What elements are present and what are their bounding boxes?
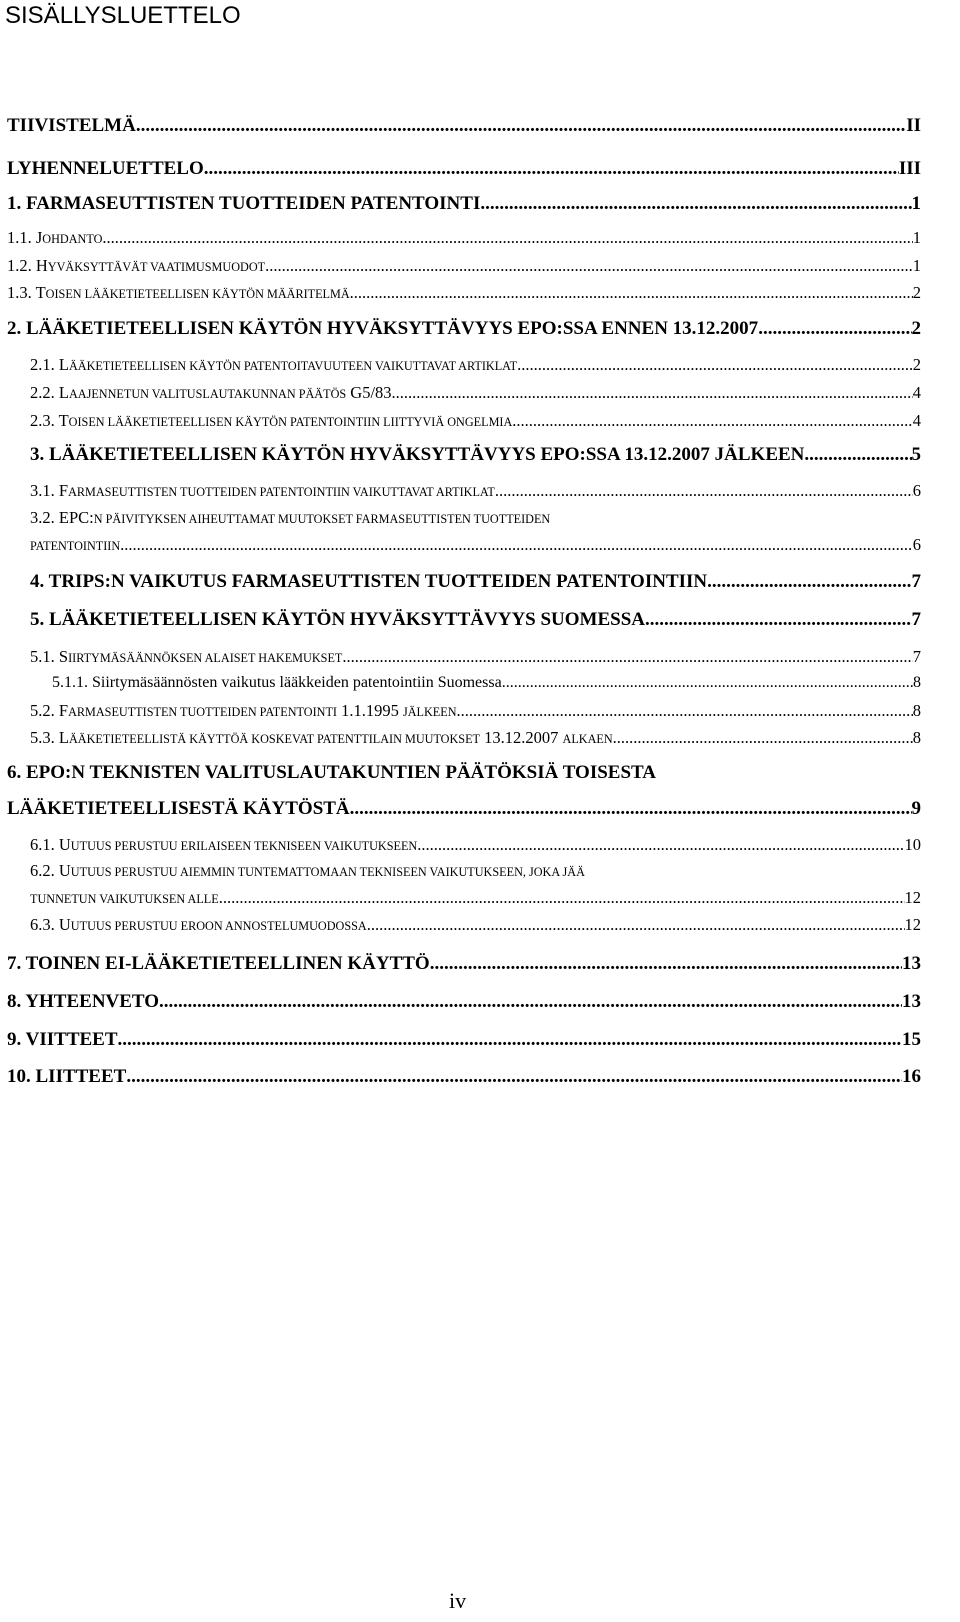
toc-entry-text: 1.3. T bbox=[7, 283, 46, 302]
toc-leader-dots bbox=[495, 481, 913, 501]
toc-entry-s5-1-1[interactable] bbox=[52, 674, 921, 692]
toc-entry-label bbox=[7, 158, 204, 180]
toc-entry-text: 6. EPO:N TEKNISTEN VALITUSLAUTAKUNTIEN PÄÄTÖKSIÄ TOISESTA bbox=[7, 762, 657, 783]
toc-leader-dots bbox=[502, 674, 913, 692]
toc-entry-label bbox=[30, 888, 219, 908]
toc-leader-dots bbox=[136, 115, 906, 137]
toc-entry-text: ARMASEUTTISTEN TUOTTEIDEN PATENTOINTIIN VAIKUTTAVAT ARTIKLAT bbox=[68, 485, 495, 499]
toc-entry-label bbox=[7, 798, 350, 820]
toc-entry-s1-1[interactable] bbox=[7, 228, 921, 248]
toc-page-number: 9 bbox=[911, 798, 921, 819]
toc-leader-dots bbox=[457, 701, 913, 721]
toc-entry-lyhenneluettelo[interactable] bbox=[7, 158, 921, 180]
toc-page-number: 8 bbox=[912, 701, 921, 720]
toc-entry-label bbox=[30, 728, 613, 748]
toc-entry-label bbox=[7, 256, 265, 276]
toc-entry-text: 5.1.1. Siirtymäsäännösten vaikutus lääkkeiden patentointiin Suomessa bbox=[52, 674, 502, 691]
toc-entry-s7[interactable] bbox=[7, 953, 921, 975]
toc-entry-text: 13.12.2007 bbox=[480, 728, 563, 747]
toc-entry-text: UTUUS PERUSTUU EROON ANNOSTELUMUODOSSA bbox=[70, 919, 367, 933]
toc-entry-s1-2[interactable] bbox=[7, 256, 921, 276]
toc-entry-text: 1. FARMASEUTTISTEN TUOTTEIDEN PATENTOINTI bbox=[7, 193, 481, 214]
toc-leader-dots bbox=[430, 953, 902, 975]
toc-entry-label bbox=[7, 318, 758, 340]
toc-entry-s5-1[interactable] bbox=[30, 647, 921, 667]
toc-entry-text: 5. LÄÄKETIETEELLISEN KÄYTÖN HYVÄKSYTTÄVYYS SUOMESSA bbox=[30, 609, 646, 630]
toc-entry-s1-3[interactable] bbox=[7, 283, 921, 303]
toc-entry-s4[interactable] bbox=[30, 571, 921, 593]
toc-entry-label bbox=[7, 953, 430, 975]
toc-page-number: 1 bbox=[912, 228, 921, 247]
toc-leader-dots bbox=[265, 256, 913, 276]
toc-entry-label bbox=[7, 991, 159, 1013]
toc-leader-dots bbox=[367, 915, 905, 935]
toc-entry-label bbox=[7, 193, 480, 215]
toc-entry-text: JÄLKEEN bbox=[402, 705, 457, 719]
toc-entry-label bbox=[7, 283, 350, 303]
toc-entry-text: 6.1. U bbox=[30, 835, 71, 854]
toc-entry-s8[interactable] bbox=[7, 991, 921, 1013]
toc-entry-text: 5.2. F bbox=[30, 701, 69, 720]
toc-leader-dots bbox=[102, 228, 912, 248]
toc-entry-s5[interactable] bbox=[30, 609, 921, 631]
toc-entry-text: OISEN LÄÄKETIETEELLISEN KÄYTÖN PATENTOINTIIN LIITTYVIÄ ONGELMIA bbox=[68, 415, 513, 429]
toc-page-number: III bbox=[898, 158, 921, 179]
toc-entry-s10[interactable] bbox=[7, 1066, 921, 1088]
toc-page-number: 2 bbox=[911, 318, 921, 339]
toc-page-number: 1 bbox=[911, 193, 921, 214]
toc-page-number: 16 bbox=[902, 1066, 921, 1087]
toc-entry-text: LÄÄKETIETEELLISESTÄ KÄYTÖSTÄ bbox=[7, 798, 350, 819]
toc-leader-dots bbox=[804, 444, 911, 466]
toc-page-number: 7 bbox=[911, 571, 921, 592]
toc-leader-dots bbox=[480, 193, 911, 215]
toc-entry-text: 3. LÄÄKETIETEELLISEN KÄYTÖN HYVÄKSYTTÄVYYS EPO:SSA 13.12.2007 JÄLKEEN bbox=[30, 444, 805, 465]
toc-entry-s9[interactable] bbox=[7, 1029, 921, 1051]
toc-entry-s6[interactable] bbox=[7, 798, 921, 820]
toc-entry-text: 1.1.1995 bbox=[336, 701, 403, 720]
toc-entry-label bbox=[7, 115, 136, 137]
toc-leader-dots bbox=[120, 535, 913, 555]
toc-entry-s5-3[interactable] bbox=[30, 728, 921, 748]
toc-leader-dots bbox=[118, 1029, 902, 1051]
toc-entry-text: IIRTYMÄSÄÄNNÖKSEN ALAISET HAKEMUKSET bbox=[68, 651, 343, 665]
toc-entry-text: OHDANTO bbox=[42, 232, 103, 246]
toc-page-number: 6 bbox=[912, 481, 921, 500]
toc-leader-dots bbox=[350, 283, 913, 303]
toc-page-number: 1 bbox=[912, 256, 921, 275]
toc-page-number: 13 bbox=[902, 991, 921, 1012]
toc-entry-text: TIIVISTELMÄ bbox=[7, 115, 136, 136]
toc-page-number: 7 bbox=[912, 647, 921, 666]
toc-entry-continuation bbox=[30, 508, 550, 528]
toc-entry-s2-3[interactable] bbox=[30, 411, 921, 431]
toc-page-number: 10 bbox=[904, 835, 921, 854]
toc-entry-label bbox=[30, 835, 417, 855]
toc-entry-text: 7. TOINEN EI-LÄÄKETIETEELLINEN KÄYTTÖ bbox=[7, 953, 430, 974]
toc-entry-text: TUNNETUN VAIKUTUKSEN ALLE bbox=[30, 892, 219, 906]
toc-entry-text: 1.1. J bbox=[7, 228, 43, 247]
toc-leader-dots bbox=[707, 571, 911, 593]
toc-entry-continuation bbox=[7, 762, 656, 784]
toc-entry-label bbox=[7, 1029, 118, 1051]
toc-leader-dots bbox=[645, 609, 911, 631]
toc-entry-s1[interactable] bbox=[7, 193, 921, 215]
toc-entry-text: 6.3. U bbox=[30, 915, 71, 934]
toc-entry-label bbox=[30, 701, 457, 721]
toc-entry-text: 5.3. L bbox=[30, 728, 69, 747]
toc-entry-s5-2[interactable] bbox=[30, 701, 921, 721]
toc-entry-s2-1[interactable] bbox=[30, 355, 921, 375]
toc-leader-dots bbox=[219, 888, 905, 908]
toc-leader-dots bbox=[613, 728, 913, 748]
toc-entry-s6-2[interactable] bbox=[30, 888, 921, 908]
toc-entry-text: N PÄIVITYKSEN AIHEUTTAMAT MUUTOKSET FARMASEUTTISTEN TUOTTEIDEN bbox=[93, 512, 551, 526]
toc-entry-text: 2.3. T bbox=[30, 411, 69, 430]
toc-entry-text: YVÄKSYTTÄVÄT VAATIMUSMUODOT bbox=[47, 260, 266, 274]
toc-entry-s6-1[interactable] bbox=[30, 835, 921, 855]
toc-page-number: 4 bbox=[912, 411, 921, 430]
toc-entry-text: 1.2. H bbox=[7, 256, 48, 275]
toc-entry-text: LYHENNELUETTELO bbox=[7, 158, 204, 179]
toc-entry-s3[interactable] bbox=[30, 444, 921, 466]
toc-entry-text: UTUUS PERUSTUU ERILAISEEN TEKNISEEN VAIKUTUKSEEN bbox=[70, 839, 418, 853]
toc-entry-text: 9. VIITTEET bbox=[7, 1029, 118, 1050]
toc-entry-text: UTUUS PERUSTUU AIEMMIN TUNTEMATTOMAAN TEKNISEEN VAIKUTUKSEEN, JOKA JÄÄ bbox=[70, 865, 585, 879]
toc-entry-text: ARMASEUTTISTEN TUOTTEIDEN PATENTOINTI bbox=[68, 705, 337, 719]
toc-entry-text: ÄÄKETIETEELLISEN KÄYTÖN PATENTOITAVUUTEEN VAIKUTTAVAT ARTIKLAT bbox=[68, 359, 518, 373]
toc-entry-label bbox=[30, 481, 495, 501]
toc-leader-dots bbox=[517, 355, 913, 375]
toc-entry-text: AAJENNETUN VALITUSLAUTAKUNNAN PÄÄTÖS bbox=[68, 387, 347, 401]
toc-page-number: 7 bbox=[911, 609, 921, 630]
toc-entry-s3-2[interactable] bbox=[30, 535, 921, 555]
toc-entry-s3-1[interactable] bbox=[30, 481, 921, 501]
toc-page-number: 12 bbox=[904, 915, 921, 934]
toc-entry-text: 8. YHTEENVETO bbox=[7, 991, 160, 1012]
toc-entry-text: ALKAEN bbox=[562, 732, 613, 746]
toc-page-number: 15 bbox=[902, 1029, 921, 1050]
toc-page-number: 8 bbox=[912, 728, 921, 747]
toc-entry-label bbox=[30, 609, 645, 631]
toc-entry-tiivistelma[interactable] bbox=[7, 115, 921, 137]
toc-page-number: 13 bbox=[902, 953, 921, 974]
toc-page-number: 5 bbox=[911, 444, 921, 465]
toc-entry-label bbox=[30, 915, 367, 935]
toc-page-number: 4 bbox=[912, 383, 921, 402]
toc-leader-dots bbox=[417, 835, 904, 855]
toc-leader-dots bbox=[392, 383, 913, 403]
toc-page-number: 6 bbox=[912, 535, 921, 554]
toc-entry-text: 3.1. F bbox=[30, 481, 69, 500]
toc-entry-text: PATENTOINTIIN bbox=[30, 539, 121, 553]
toc-leader-dots bbox=[159, 991, 902, 1013]
toc-entry-label bbox=[30, 383, 392, 403]
toc-entry-text: OISEN LÄÄKETIETEELLISEN KÄYTÖN MÄÄRITELMÄ bbox=[45, 287, 350, 301]
toc-entry-text: 5.1. S bbox=[30, 647, 69, 666]
toc-title: SISÄLLYSLUETTELO bbox=[5, 2, 241, 29]
toc-leader-dots bbox=[350, 798, 912, 820]
toc-leader-dots bbox=[342, 647, 912, 667]
toc-entry-s2-2[interactable] bbox=[30, 383, 921, 403]
toc-leader-dots bbox=[758, 318, 911, 340]
toc-entry-label bbox=[30, 444, 804, 466]
toc-entry-text: 2.2. L bbox=[30, 383, 69, 402]
page-number: iv bbox=[449, 1588, 467, 1613]
toc-leader-dots bbox=[204, 158, 899, 180]
toc-entry-text: 2. LÄÄKETIETEELLISEN KÄYTÖN HYVÄKSYTTÄVYYS EPO:SSA ENNEN 13.12.2007 bbox=[7, 318, 759, 339]
toc-entry-label bbox=[30, 571, 707, 593]
toc-entry-text: 2.1. L bbox=[30, 355, 69, 374]
toc-page-number: 2 bbox=[912, 283, 921, 302]
toc-entry-text: 6.2. U bbox=[30, 861, 71, 880]
toc-entry-label bbox=[30, 411, 512, 431]
toc-entry-label bbox=[7, 228, 102, 248]
toc-entry-label bbox=[7, 1066, 126, 1088]
toc-entry-continuation bbox=[30, 861, 585, 881]
toc-page-number: II bbox=[906, 115, 921, 136]
toc-entry-label bbox=[30, 535, 120, 555]
toc-entry-text: 3.2. EPC: bbox=[30, 508, 94, 527]
toc-page-number: 8 bbox=[913, 674, 921, 691]
toc-entry-s2[interactable] bbox=[7, 318, 921, 340]
toc-entry-text: G5/83 bbox=[346, 383, 392, 402]
toc-entry-text: 4. TRIPS:N VAIKUTUS FARMASEUTTISTEN TUOTTEIDEN PATENTOINTIIN bbox=[30, 571, 708, 592]
toc-page-number: 2 bbox=[912, 355, 921, 374]
toc-entry-label bbox=[52, 674, 502, 692]
toc-page-number: 12 bbox=[904, 888, 921, 907]
toc-entry-label bbox=[30, 647, 342, 667]
toc-leader-dots bbox=[512, 411, 912, 431]
toc-entry-s6-3[interactable] bbox=[30, 915, 921, 935]
toc-entry-text: 10. LIITTEET bbox=[7, 1066, 127, 1087]
toc-entry-label bbox=[30, 355, 517, 375]
toc-entry-text: ÄÄKETIETEELLISTÄ KÄYTTÖÄ KOSKEVAT PATENTTILAIN MUUTOKSET bbox=[68, 732, 480, 746]
toc-leader-dots bbox=[126, 1066, 902, 1088]
